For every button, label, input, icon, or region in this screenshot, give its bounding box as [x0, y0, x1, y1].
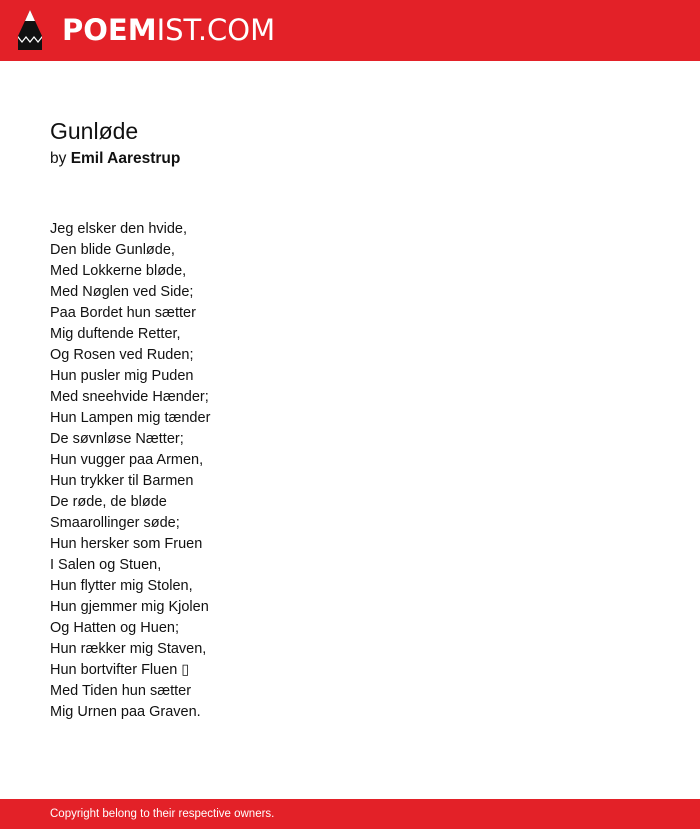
poem-line: Hun trykker til Barmen [50, 473, 194, 489]
poem-line: Hun hersker som Fruen [50, 536, 203, 552]
copyright-notice: Copyright belong to their respective owners. [50, 808, 275, 820]
poem-line: Hun Lampen mig tænder [50, 410, 211, 426]
poem-byline [50, 149, 180, 169]
poem-line: Hun vugger paa Armen, [50, 452, 204, 468]
poem-line: Med sneehvide Hænder; [50, 389, 209, 405]
logo-text-light: IST.COM [156, 13, 276, 47]
poem-title: Gunløde [50, 118, 139, 144]
poem-line: Mig Urnen paa Graven. [50, 704, 201, 720]
logo-text-bold: POEM [62, 13, 157, 47]
poem-line: Smaarollinger søde; [50, 515, 180, 531]
poem-line: Den blide Gunløde, [50, 242, 175, 258]
poem-author: Emil Aarestrup [70, 150, 181, 167]
poem-line: Og Hatten og Huen; [50, 620, 179, 636]
site-footer [0, 799, 700, 829]
pencil-tip-icon[interactable] [18, 10, 42, 50]
poem-line: Med Lokkerne bløde, [50, 263, 187, 279]
byline-prefix: by [50, 150, 67, 167]
poem-body [50, 219, 210, 723]
poem-line: Med Nøglen ved Side; [50, 284, 194, 300]
poem-line: Hun flytter mig Stolen, [50, 578, 193, 594]
poem-line: Jeg elsker den hvide, [50, 221, 188, 237]
poem-line: Hun gjemmer mig Kjolen [50, 599, 209, 615]
site-logo[interactable] [62, 13, 275, 47]
poem-line: Med Tiden hun sætter [50, 683, 192, 699]
poem-line: Mig duftende Retter, [50, 326, 181, 342]
poem-line: Og Rosen ved Ruden; [50, 347, 194, 363]
site-header [0, 0, 700, 61]
poem-line: De søvnløse Nætter; [50, 431, 184, 447]
poem-line: Hun pusler mig Puden [50, 368, 194, 384]
poem-line: Hun bortvifter Fluen ▯ [50, 662, 190, 678]
poem-line: Hun rækker mig Staven, [50, 641, 207, 657]
poem-line: Paa Bordet hun sætter [50, 305, 196, 321]
poem-line: De røde, de bløde [50, 494, 167, 510]
poem-line: I Salen og Stuen, [50, 557, 162, 573]
